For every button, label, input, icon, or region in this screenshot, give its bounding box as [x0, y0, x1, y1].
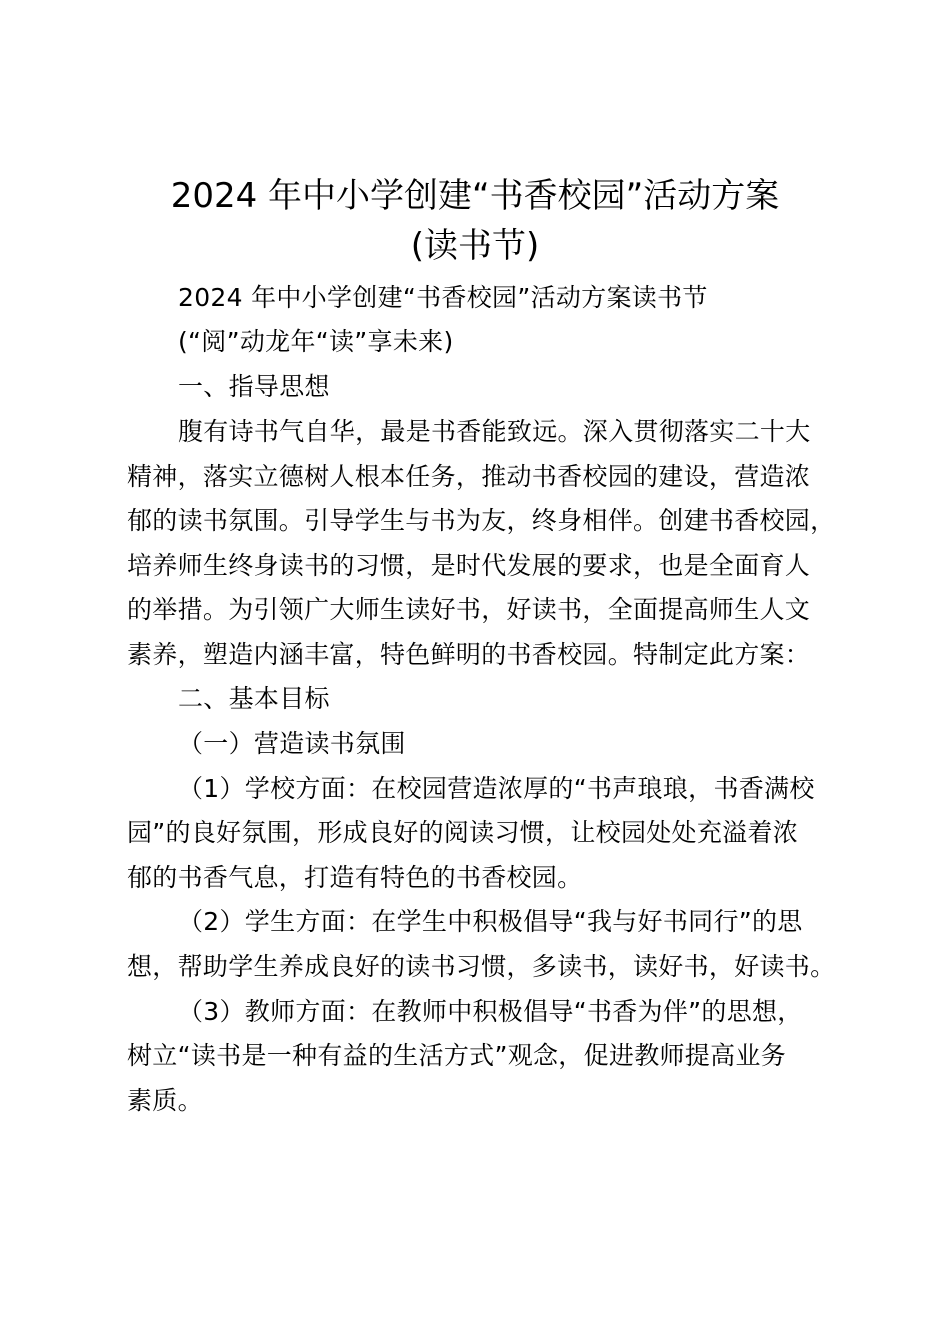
- document-title-subline: (读书节): [410, 226, 540, 266]
- paragraph-line: 精神，落实立德树人根本任务，推动书香校园的建设，营造浓: [127, 462, 811, 491]
- document-slogan: (“阅”动龙年“读”享未来): [178, 327, 454, 356]
- paragraph-line: 素质。: [127, 1086, 203, 1115]
- paragraph-line: 树立“读书是一种有益的生活方式”观念，促进教师提高业务: [127, 1041, 787, 1070]
- section-heading-guiding-ideology: 一、指导思想: [178, 372, 330, 401]
- document-subtitle: 2024 年中小学创建“书香校园”活动方案读书节: [178, 283, 708, 312]
- paragraph-line: （1）学校方面：在校园营造浓厚的“书声琅琅，书香满校: [178, 774, 815, 803]
- paragraph-line: 郁的读书氛围。引导学生与书为友，终身相伴。创建书香校园，: [127, 506, 836, 535]
- paragraph-line: 腹有诗书气自华，最是书香能致远。深入贯彻落实二十大: [178, 417, 811, 446]
- paragraph-line: 园”的良好氛围，形成良好的阅读习惯，让校园处处充溢着浓: [127, 818, 799, 847]
- paragraph-line: 培养师生终身读书的习惯，是时代发展的要求，也是全面育人: [127, 551, 811, 580]
- paragraph-line: 想，帮助学生养成良好的读书习惯，多读书，读好书，好读书。: [127, 952, 836, 981]
- paragraph-line: 素养，塑造内涵丰富，特色鲜明的书香校园。特制定此方案：: [127, 640, 811, 669]
- subsection-heading: （一）营造读书氛围: [178, 729, 406, 758]
- section-heading-basic-goals: 二、基本目标: [178, 684, 330, 713]
- paragraph-line: 的举措。为引领广大师生读好书，好读书，全面提高师生人文: [127, 595, 811, 624]
- paragraph-line: 郁的书香气息，打造有特色的书香校园。: [127, 863, 583, 892]
- paragraph-line: （3）教师方面：在教师中积极倡导“书香为伴”的思想，: [178, 997, 803, 1026]
- paragraph-line: （2）学生方面：在学生中积极倡导“我与好书同行”的思: [178, 907, 803, 936]
- document-title: 2024 年中小学创建“书香校园”活动方案: [170, 176, 780, 216]
